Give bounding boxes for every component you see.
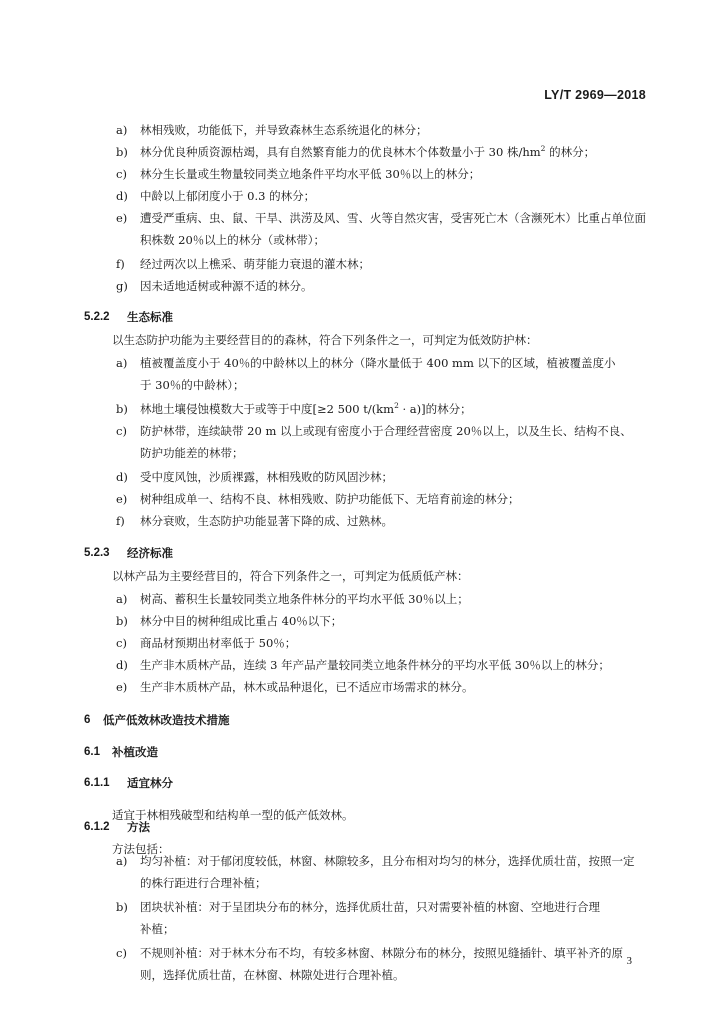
section-intro: 以生态防护功能为主要经营目的的森林，符合下列条件之一，可判定为低效防护林：	[112, 333, 538, 347]
list-marker: a)	[116, 356, 128, 370]
list-marker: b)	[116, 900, 128, 914]
list-item-text: 商品材预期出材率低于 50％；	[140, 636, 297, 650]
list-item-text: 积株数 20％以上的林分（或林带）；	[140, 233, 326, 247]
section-number: 5.2.2	[84, 311, 110, 323]
section-number: 6.1.1	[84, 777, 110, 789]
list-item-text: 受中度风蚀，沙质裸露，林相残败的防风固沙林；	[140, 470, 393, 484]
section-number: 5.2.3	[84, 547, 110, 559]
section-intro: 方法包括：	[112, 842, 170, 856]
list-item-text: 林地土壤侵蚀模数大于或等于中度[≥2 500 $t/(km^2 \cdot a)$]的林分；	[140, 401, 472, 416]
section-title: 经济标准	[127, 546, 173, 560]
list-item-text: 植被覆盖度小于 40％的中龄林以上的林分（降水量低于 400 mm 以下的区域，植被覆盖度小	[140, 356, 616, 370]
list-item-text: 生产非木质林产品，林木或品种退化，已不适应市场需求的林分。	[140, 680, 474, 694]
section-title: 适宜林分	[127, 776, 173, 790]
list-item-text: 林分生长量或生物量较同类立地条件平均水平低 30％以上的林分；	[140, 167, 481, 181]
list-marker: a)	[116, 123, 128, 137]
section-title: 生态标准	[127, 310, 173, 324]
section-title: 方法	[127, 820, 150, 834]
list-marker: d)	[116, 189, 128, 203]
list-marker: e)	[116, 680, 128, 694]
list-marker: f)	[116, 257, 125, 271]
document-code: LY/T 2969—2018	[544, 88, 646, 102]
section-title: 低产低效林改造技术措施	[103, 713, 230, 727]
list-item-text: 林分中目的树种组成比重占 40％以下；	[140, 614, 343, 628]
list-item-text: 不规则补植：对于林木分布不均，有较多林窗、林隙分布的林分，按照见缝插针、填平补齐的原	[140, 946, 623, 960]
list-marker: c)	[116, 167, 127, 181]
list-item-text: 补植；	[140, 922, 175, 936]
list-marker: e)	[116, 211, 128, 225]
list-marker: b)	[116, 145, 128, 159]
list-item-text: 防护功能差的林带；	[140, 446, 244, 460]
section-number: 6	[84, 714, 91, 726]
section-intro: 以林产品为主要经营目的，符合下列条件之一，可判定为低质低产林：	[112, 569, 469, 583]
list-marker: b)	[116, 614, 128, 628]
list-item-text: 林分优良种质资源枯竭，具有自然繁育能力的优良林木个体数量小于 30 株$/hm^2$ 的林分；	[140, 144, 596, 159]
page-number: 3	[626, 955, 632, 967]
section-number: 6.1	[84, 746, 100, 758]
list-item-text: 的株行距进行合理补植；	[140, 876, 267, 890]
section-body: 适宜于林相残破型和结构单一型的低产低效林。	[112, 808, 354, 822]
list-marker: a)	[116, 592, 128, 606]
section-number: 6.1.2	[84, 821, 110, 833]
list-item-text: 均匀补植：对于郁闭度较低，林窗、林隙较多，且分布相对均匀的林分，选择优质壮苗，按照一定	[140, 854, 635, 868]
list-item-text: 树高、蓄积生长量较同类立地条件林分的平均水平低 30％以上；	[140, 592, 469, 606]
list-item-text: 树种组成单一、结构不良、林相残败、防护功能低下、无培育前途的林分；	[140, 492, 520, 506]
section-title: 补植改造	[112, 745, 158, 759]
list-item-text: 因未适地适树或种源不适的林分。	[140, 279, 313, 293]
list-item-text: 团块状补植：对于呈团块分布的林分，选择优质壮苗，只对需要补植的林窗、空地进行合理	[140, 900, 600, 914]
list-marker: g)	[116, 279, 128, 293]
list-item-text: 则，选择优质壮苗，在林窗、林隙处进行合理补植。	[140, 968, 405, 982]
list-marker: d)	[116, 658, 128, 672]
list-item-text: 遭受严重病、虫、鼠、干旱、洪涝及风、雪、火等自然灾害，受害死亡木（含濒死木）比重占单位面	[140, 211, 646, 225]
list-item-text: 林分衰败，生态防护功能显著下降的成、过熟林。	[140, 514, 393, 528]
list-marker: d)	[116, 470, 128, 484]
list-marker: e)	[116, 492, 128, 506]
list-marker: f)	[116, 514, 125, 528]
list-item-text: 防护林带，连续缺带 20 m 以上或现有密度小于合理经营密度 20％以上，以及生长、结构不良、	[140, 424, 632, 438]
list-marker: c)	[116, 636, 127, 650]
list-item-text: 经过两次以上樵采、萌芽能力衰退的灌木林；	[140, 257, 370, 271]
list-marker: c)	[116, 946, 127, 960]
list-marker: b)	[116, 402, 128, 416]
list-marker: a)	[116, 854, 128, 868]
list-item-text: 于 30％的中龄林）；	[140, 378, 245, 392]
list-item-text: 林相残败，功能低下，并导致森林生态系统退化的林分；	[140, 123, 428, 137]
list-item-text: 生产非木质林产品，连续 3 年产品产量较同类立地条件林分的平均水平低 30％以上的林分；	[140, 658, 610, 672]
list-marker: c)	[116, 424, 127, 438]
list-item-text: 中龄以上郁闭度小于 0.3 的林分；	[140, 189, 316, 203]
